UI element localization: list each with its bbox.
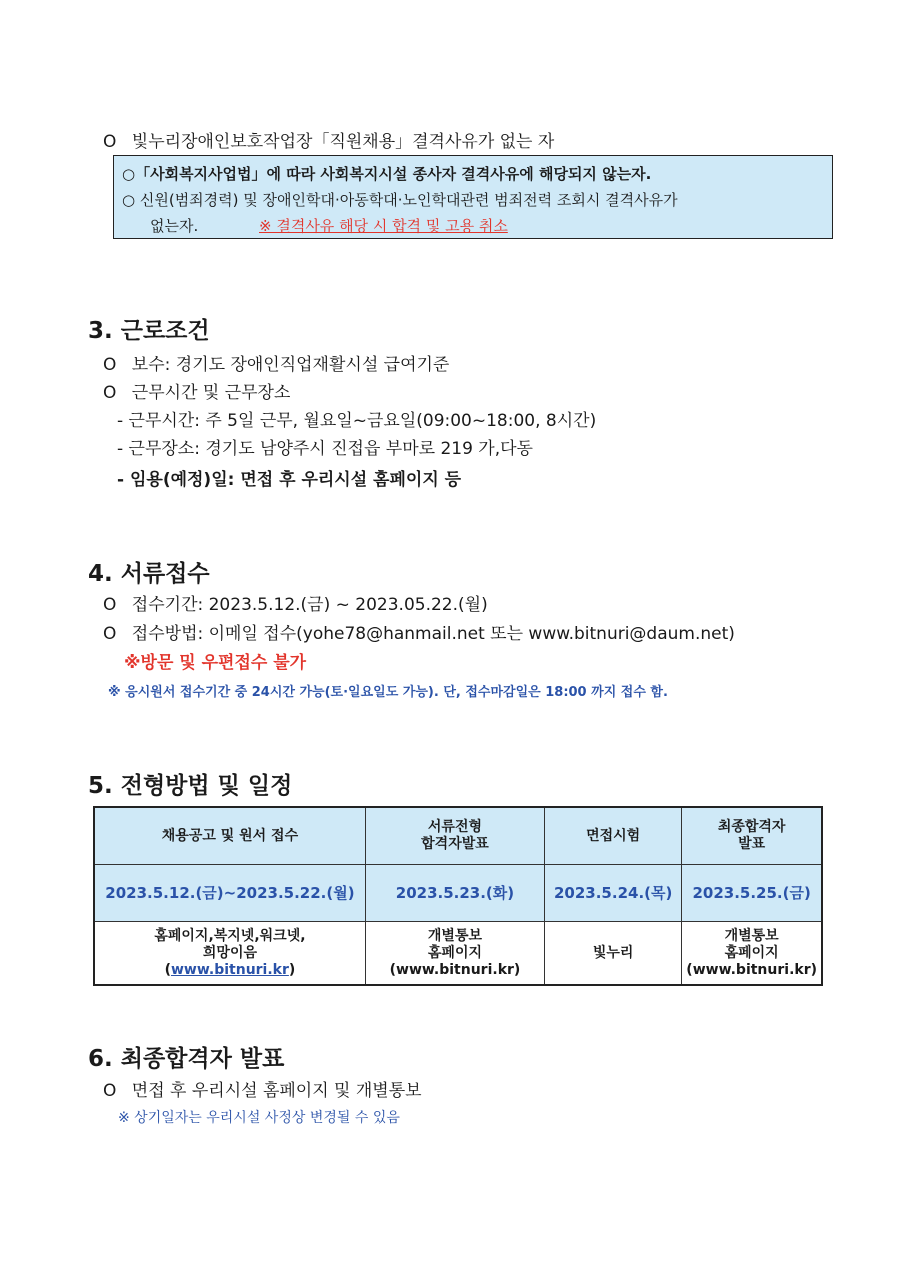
channel-cell (365, 922, 544, 986)
channel-line: 개별통보 (724, 927, 779, 944)
box-line-3: 없는자. (150, 217, 199, 235)
s6-note: ※ 상기일자는 우리시설 사정상 변경될 수 있음 (118, 1110, 400, 1126)
channel-line: 희망이음 (202, 944, 257, 961)
date-cell: 2023.5.25.(금) (682, 865, 822, 922)
s4-method-text: 접수방법: 이메일 접수(yohe78@hanmail.net 또는 www.bitnuri@daum.net) (131, 624, 735, 644)
bullet-marker: O (103, 132, 117, 152)
channel-link-line (99, 962, 361, 979)
s3-hours-text: 근무시간 및 근무장소 (131, 383, 291, 403)
s3-start-date: - 임용(예정)일: 면접 후 우리시설 홈페이지 등 (117, 470, 462, 490)
s4-no-visit: ※방문 및 우편접수 불가 (124, 653, 307, 673)
bullet-marker: O (103, 383, 117, 403)
box-line-1: ○「사회복지사업법」에 따라 사회복지시설 종사자 결격사유에 해당되지 않는자. (122, 165, 652, 183)
section-6-heading: 6. 최종합격자 발표 (88, 1046, 285, 1072)
disqualification-box (113, 155, 833, 239)
channel-line: 홈페이지 (724, 944, 779, 961)
header-cell (365, 807, 544, 865)
section-5-heading: 5. 전형방법 및 일정 (88, 773, 293, 799)
table-channel-row (94, 922, 822, 986)
disq-bullet-text: 빛누리장애인보호작업장「직원채용」결격사유가 없는 자 (131, 132, 555, 152)
s3-bullet-pay (103, 350, 449, 375)
channel-cell: 빛누리 (545, 922, 682, 986)
header-cell: 면접시험 (545, 807, 682, 865)
bullet-marker: O (103, 355, 117, 375)
bullet-marker: O (103, 624, 117, 644)
table-header-row (94, 807, 822, 865)
s4-bullet-period (103, 590, 488, 615)
header-line: 최종합격자 (717, 819, 786, 835)
s3-pay-text: 보수: 경기도 장애인직업재활시설 급여기준 (131, 355, 450, 375)
channel-line: 홈페이지,복지넷,워크넷, (154, 927, 306, 944)
s3-work-hours: - 근무시간: 주 5일 근무, 월요일~금요일(09:00~18:00, 8시간) (117, 411, 597, 431)
s6-bullet-text: 면접 후 우리시설 홈페이지 및 개별통보 (131, 1081, 422, 1101)
paren-close: ) (288, 961, 296, 978)
section-3-heading: 3. 근로조건 (88, 318, 210, 344)
box-line-2: ○ 신원(범죄경력) 및 장애인학대·아동학대·노인학대관련 범죄전력 조회시 결격사유가 (122, 191, 678, 209)
s4-note: ※ 응시원서 접수기간 중 24시간 가능(토·일요일도 가능). 단, 접수마감일은 18:00 까지 접수 함. (108, 685, 668, 700)
s4-bullet-method (103, 619, 735, 644)
channel-line: (www.bitnuri.kr) (686, 961, 817, 978)
header-cell: 채용공고 및 원서 접수 (94, 807, 365, 865)
disq-bullet (103, 127, 554, 152)
channel-line: (www.bitnuri.kr) (389, 961, 521, 978)
section-4-heading: 4. 서류접수 (88, 561, 210, 587)
paren-open: ( (164, 961, 171, 978)
bullet-marker: O (103, 1081, 117, 1101)
header-line: 합격자발표 (421, 836, 489, 852)
header-cell (682, 807, 822, 865)
channel-cell (682, 922, 822, 986)
box-warning: ※ 결격사유 해당 시 합격 및 고용 취소 (259, 217, 508, 235)
s6-bullet (103, 1076, 422, 1101)
bullet-marker: O (103, 595, 117, 615)
header-line: 발표 (738, 836, 766, 852)
channel-line: 개별통보 (427, 927, 483, 944)
website-link[interactable]: www.bitnuri.kr (170, 961, 289, 978)
channel-line: 홈페이지 (427, 944, 483, 961)
date-cell: 2023.5.12.(금)~2023.5.22.(월) (94, 865, 365, 922)
schedule-table (93, 806, 823, 986)
header-line: 서류전형 (427, 819, 483, 835)
channel-cell (94, 922, 365, 986)
table-date-row (94, 865, 822, 922)
s3-bullet-hours (103, 378, 290, 403)
s3-work-place: - 근무장소: 경기도 남양주시 진접읍 부마로 219 가,다동 (117, 439, 533, 459)
s4-period-text: 접수기간: 2023.5.12.(금) ~ 2023.05.22.(월) (131, 595, 488, 615)
date-cell: 2023.5.24.(목) (545, 865, 682, 922)
date-cell: 2023.5.23.(화) (365, 865, 544, 922)
